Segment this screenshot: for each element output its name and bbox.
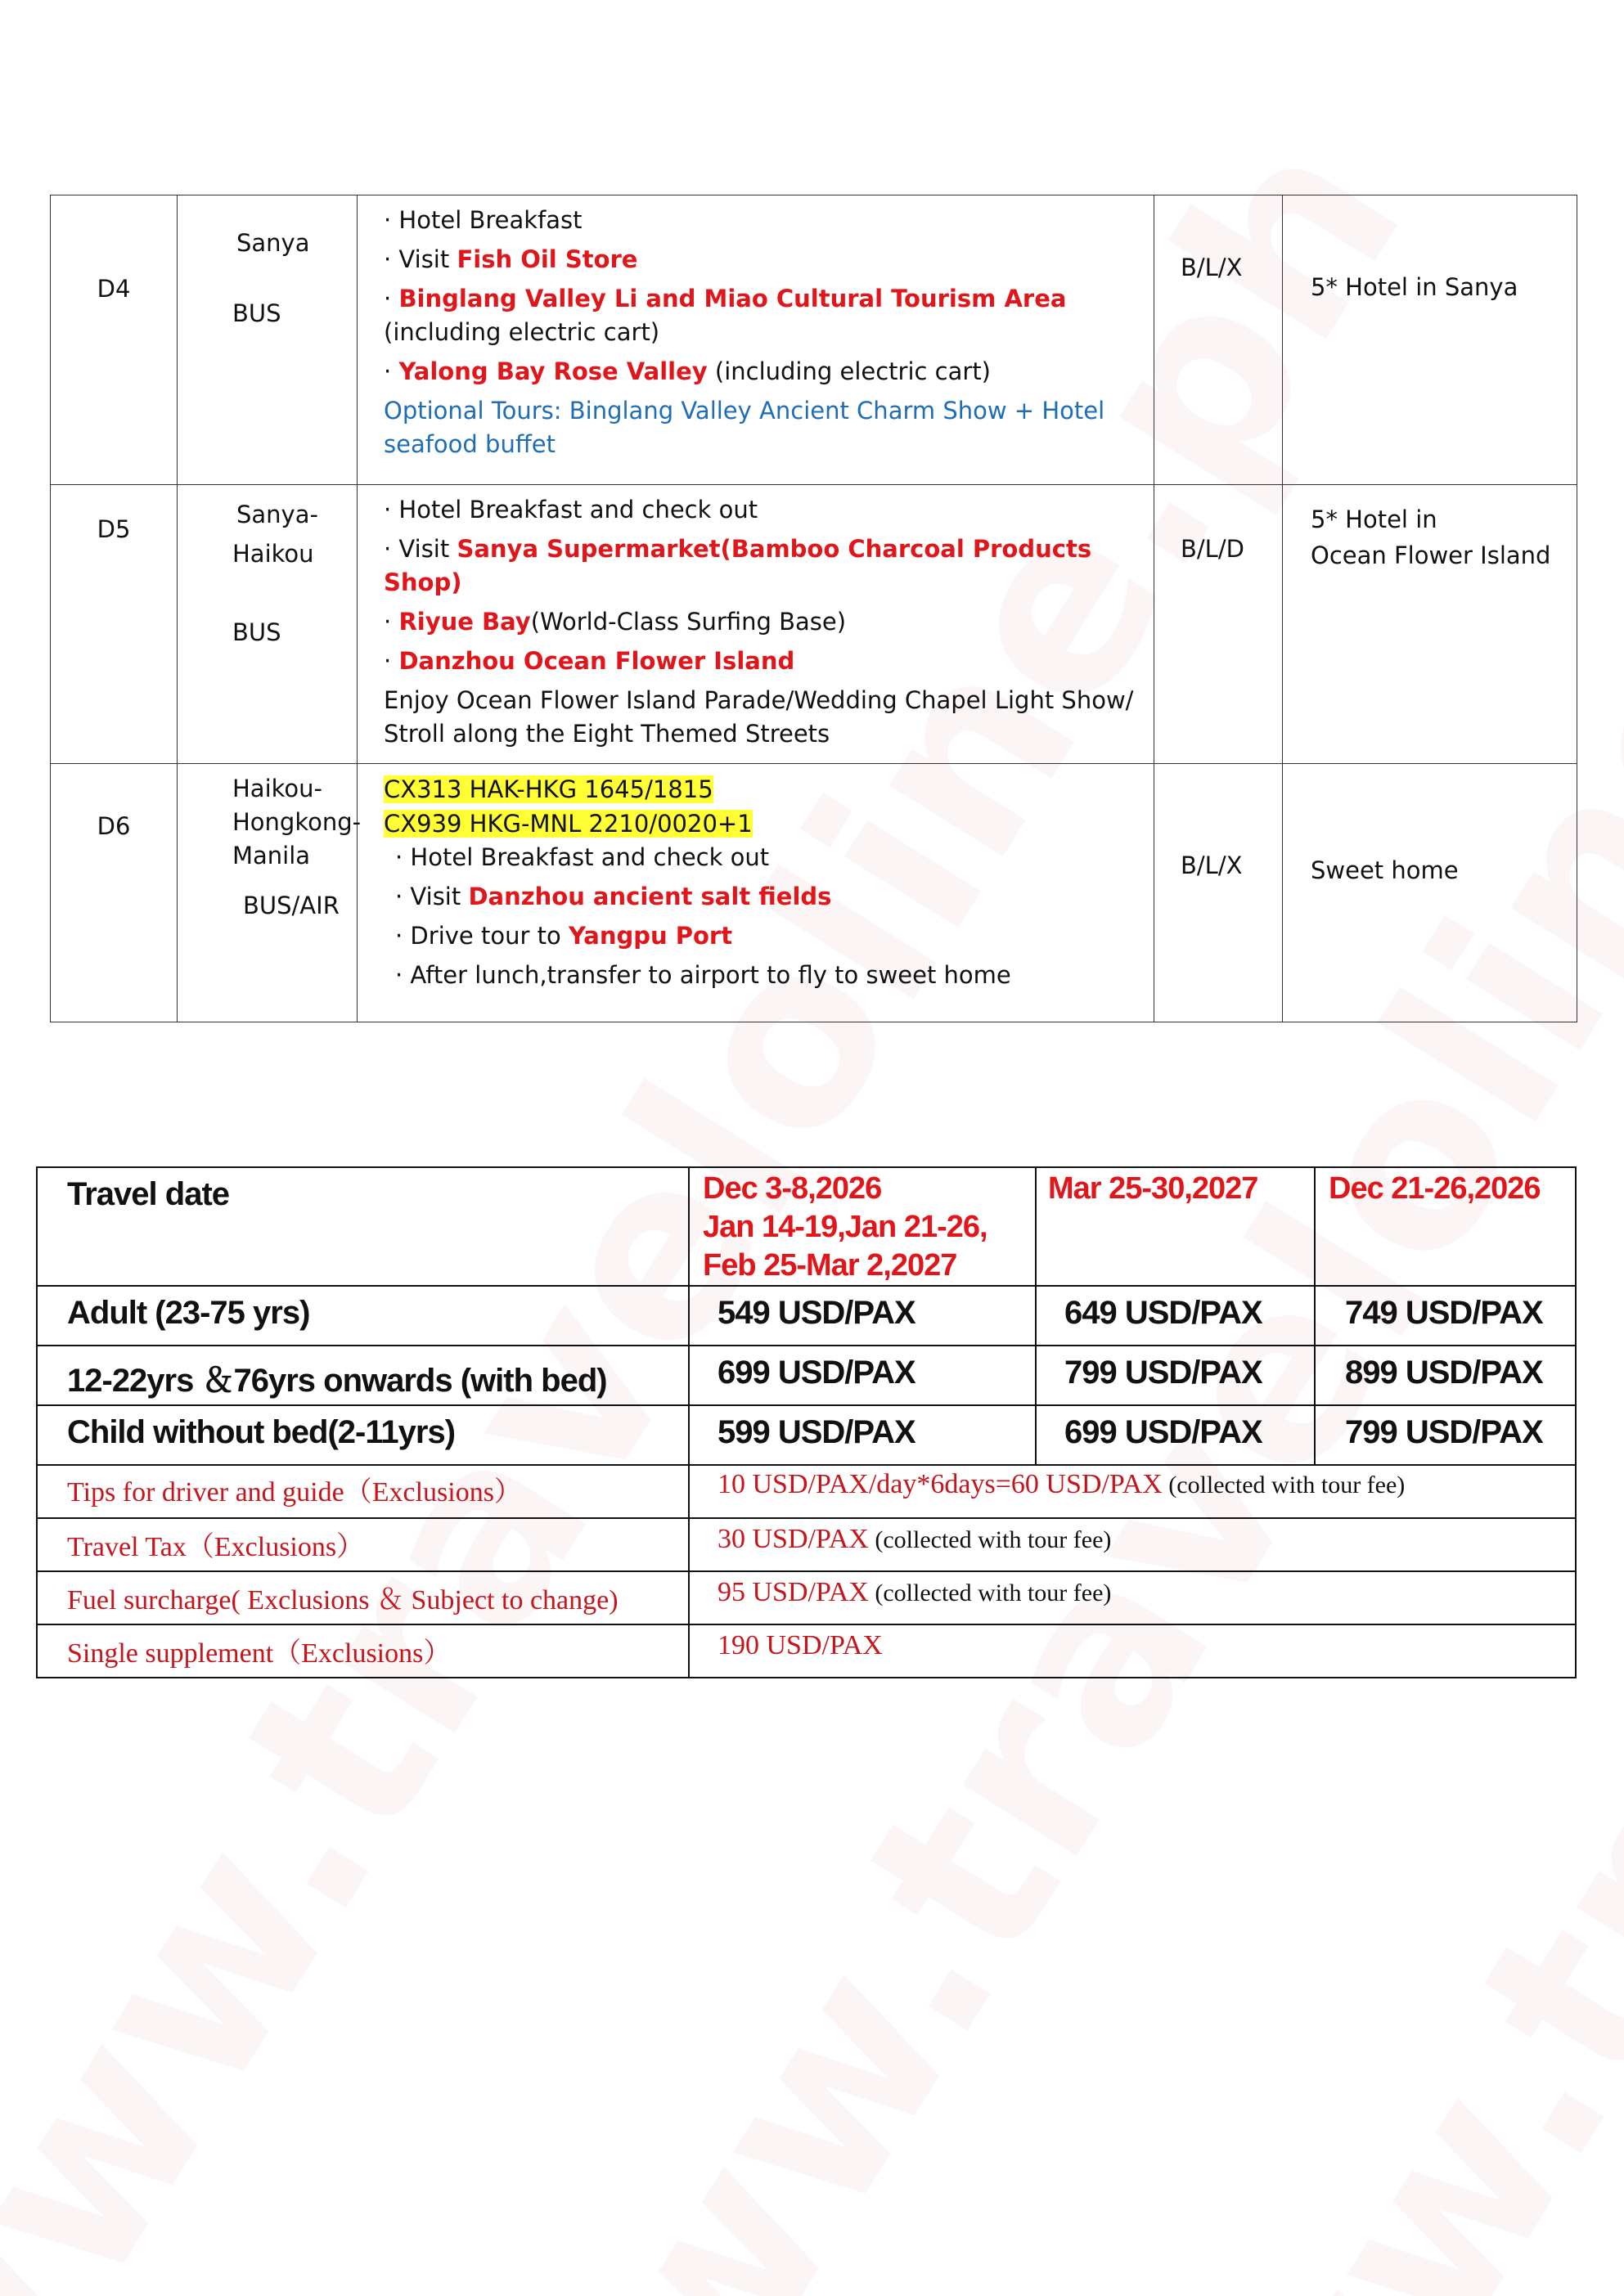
- date-line: Jan 14-19,Jan 21-26,: [703, 1210, 987, 1244]
- extra-label-cell: [37, 1465, 689, 1518]
- date-line: Feb 25-Mar 2,2027: [703, 1248, 957, 1283]
- itinerary-row-d6: [51, 764, 1577, 1022]
- hotel-cell: [1283, 764, 1577, 1022]
- itinerary-row-d5: [51, 485, 1577, 764]
- activity-text: · Visit: [395, 883, 469, 910]
- meals-label: B/L/X: [1181, 254, 1243, 281]
- extra-label: Tips for driver and guide（Exclusions）: [67, 1477, 522, 1507]
- extra-label: Fuel surcharge( Exclusions ＆ Subject to change): [67, 1585, 619, 1615]
- activity-text: · Hotel Breakfast and check out: [384, 496, 758, 523]
- extra-value-cell: [689, 1624, 1576, 1678]
- city-line: Hongkong-: [232, 808, 362, 836]
- city-line: Sanya: [236, 229, 310, 257]
- price-row: [37, 1346, 1576, 1405]
- price-label-cell: [37, 1286, 689, 1346]
- price-row-label: 12-22yrs ＆76yrs onwards (with bed): [67, 1363, 607, 1399]
- price-value: 799 USD/PAX: [1345, 1414, 1543, 1450]
- price-table: [36, 1166, 1577, 1678]
- price-value: 699 USD/PAX: [1064, 1414, 1262, 1450]
- price-row: [37, 1286, 1576, 1346]
- extra-value-cell: [689, 1465, 1576, 1518]
- price-value: 749 USD/PAX: [1345, 1295, 1543, 1331]
- hotel-line: Ocean Flower Island: [1311, 541, 1551, 569]
- price-value: 899 USD/PAX: [1345, 1355, 1543, 1391]
- activity-text: · Hotel Breakfast and check out: [395, 843, 770, 871]
- extra-value: 95 USD/PAX: [718, 1577, 869, 1607]
- activity-highlight: Fish Oil Store: [457, 245, 638, 273]
- price-row-label: Child without bed(2-11yrs): [67, 1414, 456, 1450]
- activity-line: [384, 204, 1139, 237]
- price-row-label: Adult (23-75 yrs): [67, 1295, 310, 1331]
- date-line: Dec 21-26,2026: [1329, 1171, 1541, 1206]
- activities-cell: [358, 195, 1154, 485]
- extra-note: (collected with tour fee): [868, 1526, 1112, 1553]
- extra-label: Single supplement（Exclusions）: [67, 1638, 452, 1669]
- activity-highlight: Yangpu Port: [568, 922, 733, 950]
- price-header-row: [37, 1167, 1576, 1286]
- activity-line: [384, 645, 1139, 678]
- extra-value-cell: [689, 1518, 1576, 1571]
- activities-cell: [358, 485, 1154, 764]
- extra-label: Travel Tax（Exclusions）: [67, 1532, 365, 1562]
- activity-text: (including electric cart): [707, 357, 991, 385]
- optional-tour-text: Optional Tours: Binglang Valley Ancient Charm Show + Hotel seafood buffet: [384, 397, 1105, 458]
- activity-line: [395, 841, 1139, 874]
- activity-text: (World-Class Surfing Base): [530, 608, 847, 636]
- itinerary-table: [50, 195, 1577, 1022]
- activity-text: (including electric cart): [384, 318, 660, 346]
- activity-highlight: Danzhou Ocean Flower Island: [398, 647, 795, 675]
- date-line: Dec 3-8,2026: [703, 1171, 882, 1206]
- city-line: Manila: [232, 842, 311, 869]
- extra-row: [37, 1571, 1576, 1624]
- meals-label: B/L/D: [1181, 535, 1244, 563]
- activity-text: Enjoy Ocean Flower Island Parade/Wedding Chapel Light Show/ Stroll along the Eight Themed Streets: [384, 686, 1134, 748]
- activity-line: [384, 355, 1139, 389]
- extra-label-cell: [37, 1571, 689, 1624]
- activity-text: ·: [384, 608, 399, 636]
- activity-text: · Hotel Breakfast: [384, 206, 583, 234]
- price-label-cell: [37, 1346, 689, 1405]
- price-value-cell: [1036, 1405, 1315, 1465]
- travel-date-label: Travel date: [67, 1176, 230, 1212]
- meals-cell: [1154, 764, 1283, 1022]
- activity-line: [384, 493, 1139, 527]
- date-cell: [1036, 1167, 1315, 1286]
- activities-list: [384, 204, 1139, 461]
- hotel-line: 5* Hotel in: [1311, 505, 1437, 533]
- price-value: 599 USD/PAX: [718, 1414, 915, 1450]
- price-label-cell: [37, 1405, 689, 1465]
- activity-line: [384, 243, 1139, 276]
- meals-cell: [1154, 195, 1283, 485]
- city-line: BUS: [232, 618, 281, 646]
- price-value: 799 USD/PAX: [1064, 1355, 1262, 1391]
- activity-highlight: Danzhou ancient salt fields: [468, 883, 832, 910]
- hotel-line: Sweet home: [1311, 856, 1459, 884]
- city-cell: [178, 485, 358, 764]
- city-line: [205, 573, 357, 613]
- itinerary-row-d4: [51, 195, 1577, 485]
- activity-line: [384, 605, 1139, 639]
- price-value-cell: [1036, 1286, 1315, 1346]
- extra-row: [37, 1624, 1576, 1678]
- activity-text: ·: [384, 357, 399, 385]
- activity-text: ·: [384, 647, 399, 675]
- date-line: Mar 25-30,2027: [1048, 1171, 1258, 1206]
- price-value: 649 USD/PAX: [1064, 1295, 1262, 1331]
- activity-line: [395, 880, 1139, 914]
- extra-label-cell: [37, 1624, 689, 1678]
- city-line: BUS/AIR: [243, 892, 340, 919]
- activity-text: · Drive tour to: [395, 922, 569, 950]
- activities-list: [384, 841, 1139, 992]
- day-cell: [51, 195, 178, 485]
- day-cell: [51, 485, 178, 764]
- city-line: [205, 873, 357, 889]
- city-line: Sanya-: [236, 501, 318, 528]
- city-line: Haikou-: [232, 775, 322, 802]
- extra-label-cell: [37, 1518, 689, 1571]
- extra-note: (collected with tour fee): [868, 1579, 1112, 1606]
- activity-line: [395, 919, 1139, 953]
- activity-highlight: Yalong Bay Rose Valley: [398, 357, 708, 385]
- flight-line: CX939 HKG-MNL 2210/0020+1: [384, 810, 753, 838]
- day-label: D4: [97, 275, 131, 303]
- activity-text: ·: [384, 285, 399, 312]
- activity-line: [384, 282, 1139, 349]
- price-value: 549 USD/PAX: [718, 1295, 915, 1331]
- activity-highlight: Binglang Valley Li and Miao Cultural Tourism Area: [398, 285, 1067, 312]
- day-cell: [51, 764, 178, 1022]
- extra-note: (collected with tour fee): [1162, 1472, 1406, 1498]
- city-cell: [178, 195, 358, 485]
- price-value-cell: [689, 1286, 1036, 1346]
- activities-cell: [358, 764, 1154, 1022]
- activities-list: [384, 493, 1139, 751]
- price-value-cell: [689, 1405, 1036, 1465]
- price-row: [37, 1405, 1576, 1465]
- date-cell: [689, 1167, 1036, 1286]
- extra-value: 190 USD/PAX: [718, 1630, 883, 1660]
- city-line: BUS: [232, 299, 281, 327]
- date-cell: [1315, 1167, 1576, 1286]
- activity-text: · Visit: [384, 535, 457, 563]
- price-value-cell: [1315, 1405, 1576, 1465]
- price-value: 699 USD/PAX: [718, 1355, 915, 1391]
- price-value-cell: [1315, 1346, 1576, 1405]
- activity-text: · After lunch,transfer to airport to fly to sweet home: [395, 961, 1011, 989]
- city-cell: [178, 764, 362, 1022]
- activity-text: · Visit: [384, 245, 457, 273]
- price-value-cell: [1036, 1346, 1315, 1405]
- travel-date-label-cell: [37, 1167, 689, 1286]
- activity-line: [384, 394, 1139, 461]
- hotel-cell: [1283, 485, 1577, 764]
- city-line: Haikou: [232, 540, 314, 568]
- activity-line: [395, 959, 1139, 992]
- extra-value: 30 USD/PAX: [718, 1524, 869, 1554]
- activity-highlight: Riyue Bay: [398, 608, 531, 636]
- extra-value: 10 USD/PAX/day*6days=60 USD/PAX: [718, 1469, 1163, 1499]
- activity-line: [384, 532, 1139, 600]
- price-value-cell: [689, 1346, 1036, 1405]
- meals-label: B/L/X: [1181, 851, 1243, 879]
- meals-cell: [1154, 485, 1283, 764]
- day-label: D6: [97, 812, 131, 840]
- flight-list: [384, 772, 1139, 841]
- hotel-line: 5* Hotel in Sanya: [1311, 273, 1518, 301]
- hotel-cell: [1283, 195, 1577, 485]
- price-value-cell: [1315, 1286, 1576, 1346]
- extra-value-cell: [689, 1571, 1576, 1624]
- extra-row: [37, 1518, 1576, 1571]
- extra-row: [37, 1465, 1576, 1518]
- activity-line: [384, 684, 1139, 751]
- day-label: D5: [97, 515, 131, 543]
- flight-line: CX313 HAK-HKG 1645/1815: [384, 775, 713, 803]
- activity-highlight: Sanya Supermarket(Bamboo Charcoal Products Shop): [384, 535, 1092, 596]
